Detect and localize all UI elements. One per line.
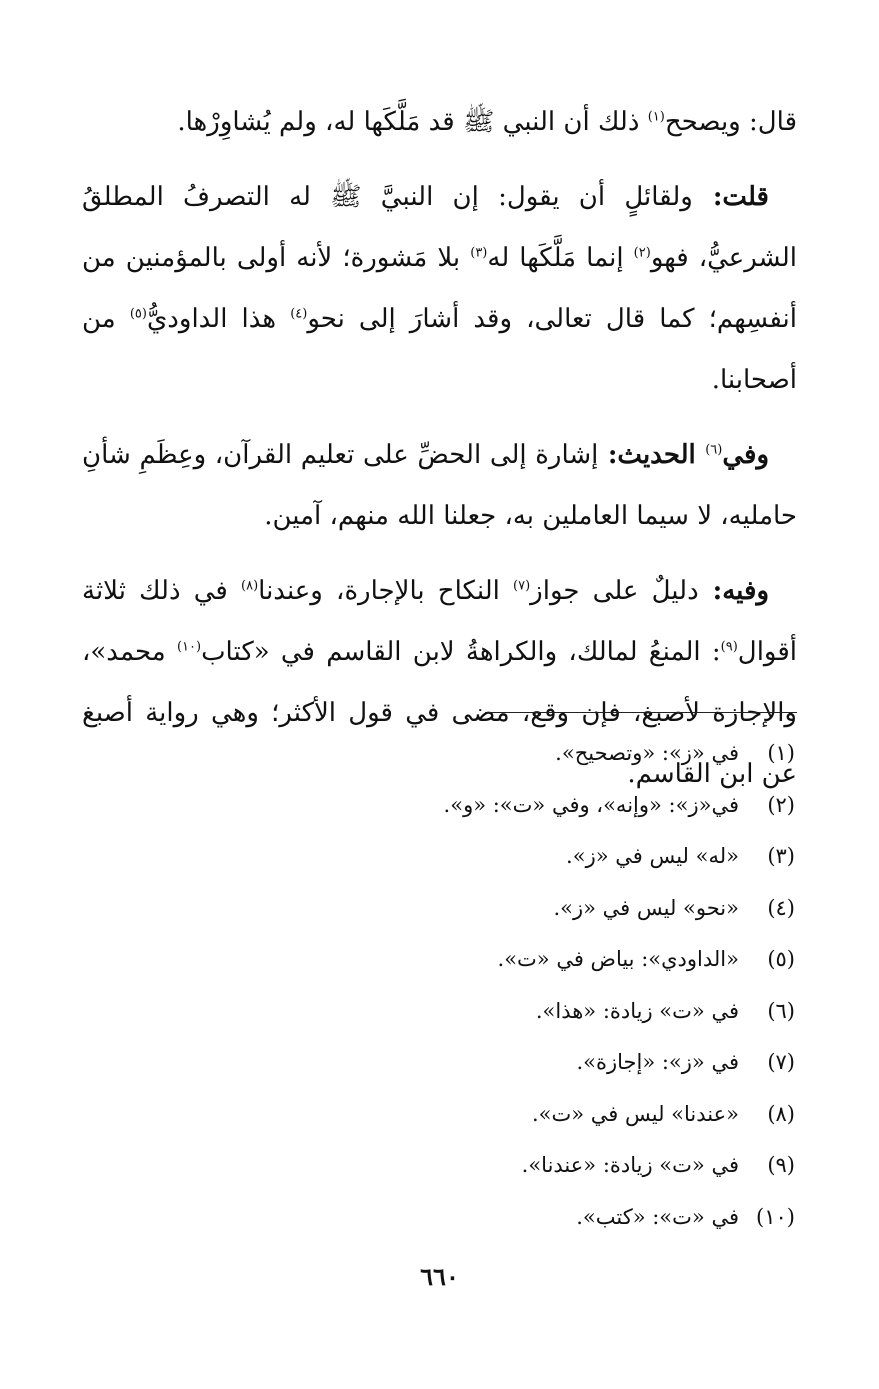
footnote-item bbox=[195, 1192, 795, 1244]
page-number: ٦٦٠ bbox=[420, 1262, 459, 1291]
text-run: هذا الداوديُّ bbox=[146, 304, 291, 334]
text-run: دليلٌ على جواز bbox=[530, 576, 699, 606]
footnote-number: (٤) bbox=[767, 895, 795, 920]
footnote-text: في «ت»: «كتب». bbox=[576, 1204, 739, 1229]
text-run: النكاح بالإجارة، وعندنا bbox=[258, 576, 514, 606]
footnote-marker[interactable]: (٥) bbox=[129, 306, 147, 322]
paragraph-lead: وفي bbox=[722, 440, 769, 470]
text-run: إشارة إلى الحضِّ على تعليم القرآن، وعِظَمِ شأنِ حامليه، لا سيما العاملين به، جعلنا الله منهم، آمين. bbox=[82, 440, 797, 531]
footnote-number: (٥) bbox=[767, 947, 795, 971]
footnote-text: في «ز»: «إجازة». bbox=[576, 1050, 739, 1074]
footnote-marker[interactable]: (٣) bbox=[470, 245, 488, 261]
footnote-text: في «ت» زيادة: «هذا». bbox=[535, 998, 739, 1023]
text-run: : المنعُ لمالك، والكراهةُ لابن القاسم في «كتاب bbox=[201, 637, 721, 667]
footnote-marker[interactable]: (١) bbox=[647, 109, 665, 125]
paragraph-lead: الحديث: bbox=[598, 440, 706, 470]
text-run: محمد»، والإجازة لأصبغ، فإن وقع، مضى في قول الأكثر؛ وهي رواية أصبغ عن ابن القاسم. bbox=[82, 637, 797, 789]
footnote-text: «الداودي»: بياض في «ت». bbox=[497, 947, 739, 971]
paragraph bbox=[82, 167, 797, 411]
paragraph-lead: قلت: bbox=[692, 182, 769, 212]
text-run: قال: ويصحح bbox=[664, 107, 797, 137]
footnote-marker[interactable]: (٨) bbox=[241, 578, 259, 594]
text-run: إنما مَلَّكَها له bbox=[487, 243, 634, 273]
footnote-marker[interactable]: (٢) bbox=[633, 245, 651, 261]
footnote-marker[interactable]: (١٠) bbox=[176, 639, 202, 655]
footnote-text: «نحو» ليس في «ز». bbox=[553, 895, 739, 920]
text-run: في ذلك ثلاثة أقوال bbox=[82, 576, 797, 667]
main-text bbox=[82, 92, 797, 819]
footnote-marker[interactable]: (٦) bbox=[705, 442, 723, 458]
footnote-number: (٢) bbox=[767, 792, 795, 817]
footnote-number: (٦) bbox=[767, 998, 795, 1023]
footnote-text: في «ز»: «وتصحيح». bbox=[555, 741, 739, 765]
footnote-item bbox=[195, 831, 795, 883]
footnote-text: في «ت» زيادة: «عندنا». bbox=[521, 1153, 739, 1177]
footnote-text: في«ز»: «وإنه»، وفي «ت»: «و». bbox=[443, 792, 739, 817]
footnote-item bbox=[195, 1140, 795, 1192]
footnote-number: (٧) bbox=[767, 1050, 795, 1074]
footnote-number: (٨) bbox=[767, 1101, 795, 1126]
paragraph bbox=[82, 425, 797, 547]
footnote-item bbox=[195, 934, 795, 986]
text-run: ذلك أن النبي ﷺ قد مَلَّكَها له، ولم يُشاوِرْها. bbox=[177, 107, 648, 137]
footnote-number: (١) bbox=[767, 741, 795, 765]
footnote-item bbox=[195, 780, 795, 832]
paragraph bbox=[82, 92, 797, 153]
footnote-marker[interactable]: (٩) bbox=[720, 639, 738, 655]
footnote-item bbox=[195, 728, 795, 780]
footnote-text: «عندنا» ليس في «ت». bbox=[531, 1101, 739, 1126]
text-run: من أصحابنا. bbox=[82, 304, 797, 395]
footnote-text: «له» ليس في «ز». bbox=[566, 844, 739, 868]
footnote-item bbox=[195, 986, 795, 1038]
text-run: ولقائلٍ أن يقول: إن النبيَّ ﷺ له التصرفُ المطلقُ الشرعيُّ، فهو bbox=[82, 182, 797, 273]
footnotes-list bbox=[195, 728, 795, 1243]
text-run: بلا مَشورة؛ لأنه أولى بالمؤمنين من أنفسِهم؛ كما قال تعالى، وقد أشارَ إلى نحو bbox=[82, 243, 797, 334]
footnote-item bbox=[195, 1089, 795, 1141]
footnote-item bbox=[195, 883, 795, 935]
paragraph-lead: وفيه: bbox=[698, 576, 769, 606]
footnote-number: (١٠) bbox=[756, 1204, 795, 1229]
footnote-number: (٣) bbox=[767, 844, 795, 868]
footnote-marker[interactable]: (٧) bbox=[513, 578, 531, 594]
footnote-separator bbox=[485, 712, 797, 713]
footnote-item bbox=[195, 1037, 795, 1089]
footnote-marker[interactable]: (٤) bbox=[290, 306, 308, 322]
footnote-number: (٩) bbox=[767, 1153, 795, 1177]
